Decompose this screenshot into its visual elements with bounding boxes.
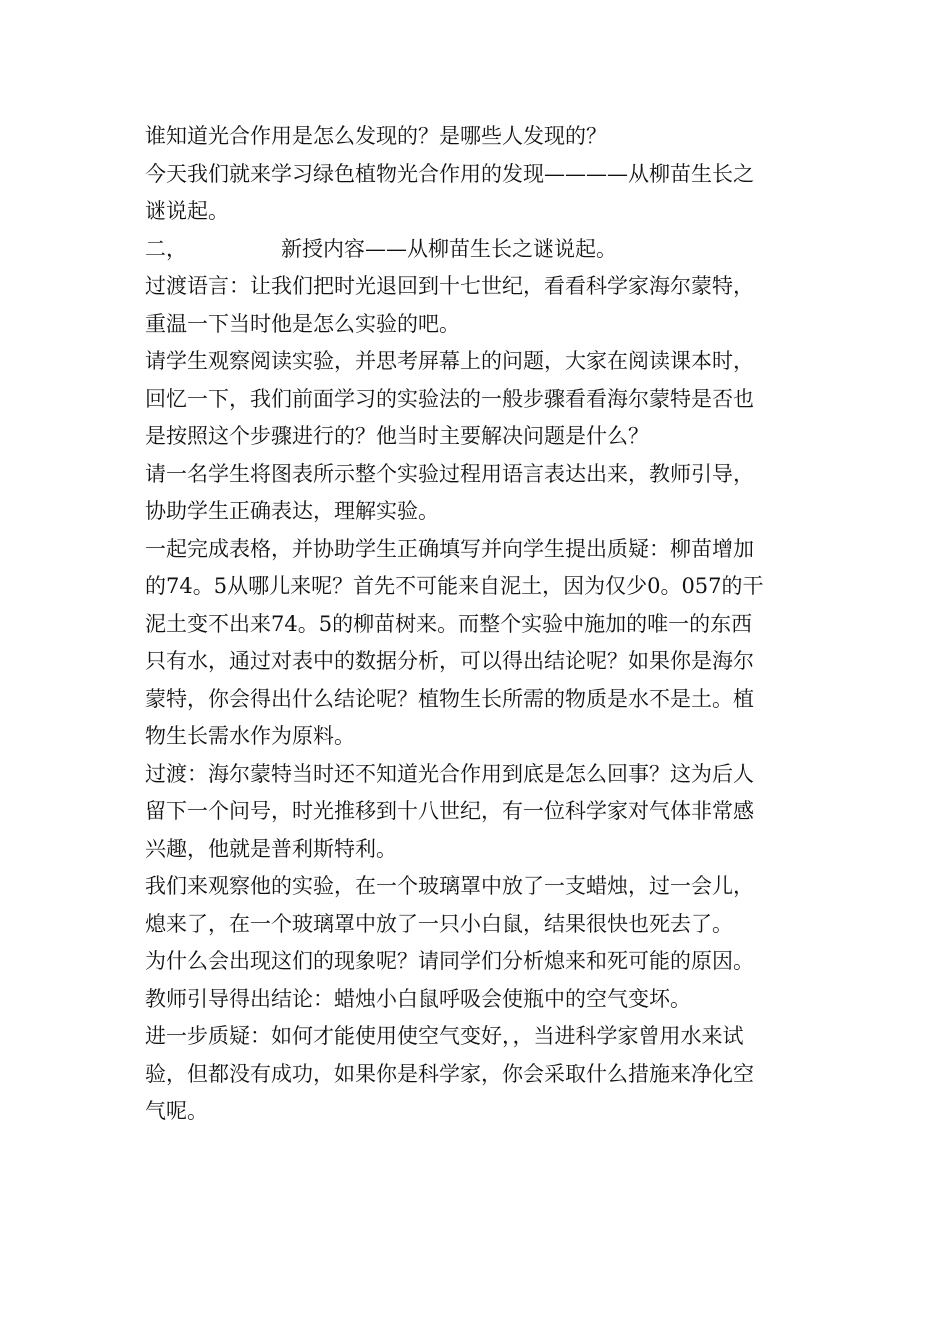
section-heading [145,231,805,269]
text-line: 一起完成表格，并协助学生正确填写并向学生提出质疑：柳苗增加 [145,536,754,561]
section-number: 二， [145,236,187,261]
text-line: 泥土变不出来74。5的柳苗树来。而整个实验中施加的唯一的东西 [145,611,753,636]
text-line: 物生长需水作为原料。 [145,724,355,748]
text-line: 回忆一下，我们前面学习的实验法的一般步骤看看海尔蒙特是否也 [145,386,754,411]
text-line: 协助学生正确表达，理解实验。 [145,499,439,523]
text-line: 过渡语言：让我们把时光退回到十七世纪，看看科学家海尔蒙特， [145,274,754,298]
text-line: 是按照这个步骤进行的？他当时主要解决问题是什么？ [145,424,649,448]
text-line: 进一步质疑：如何才能使用使空气变好，，当进科学家曾用水来试 [145,1024,744,1048]
document-body [145,118,805,1131]
text-line: 请学生观察阅读实验，并思考屏幕上的问题，大家在阅读课本时， [145,349,754,373]
text-line: 的74。5从哪儿来呢？首先不可能来自泥土，因为仅少0。057的干 [145,574,764,598]
text-line: 谜说起。 [145,199,229,223]
text-line: 过渡：海尔蒙特当时还不知道光合作用到底是怎么回事？这为后人 [145,761,754,786]
text-line: 只有水，通过对表中的数据分析，可以得出结论呢？如果你是海尔 [145,649,754,673]
text-line: 兴趣，他就是普利斯特利。 [145,836,397,861]
text-line: 重温一下当时他是怎么实验的吧。 [145,311,460,336]
text-line: 今天我们就来学习绿色植物光合作用的发现————从柳苗生长之 [145,161,754,186]
text-line: 我们来观察他的实验，在一个玻璃罩中放了一支蜡烛，过一会儿， [145,874,754,898]
text-line: 请一名学生将图表所示整个实验过程用语言表达出来，教师引导， [145,461,754,486]
text-line: 蒙特，你会得出什么结论呢？植物生长所需的物质是水不是土。植 [145,686,754,711]
text-line: 留下一个问号，时光推移到十八世纪，有一位科学家对气体非常感 [145,799,754,823]
text-line: 熄来了，在一个玻璃罩中放了一只小白鼠，结果很快也死去了。 [145,911,733,936]
text-line: 验，但都没有成功，如果你是科学家，你会采取什么措施来净化空 [145,1061,754,1086]
text-line: 气呢。 [145,1099,208,1123]
section-title: 新授内容——从柳苗生长之谜说起。 [281,236,617,261]
text-line: 教师引导得出结论：蜡烛小白鼠呼吸会使瓶中的空气变坏。 [145,986,691,1011]
text-line: 为什么会出现这们的现象呢？请同学们分析熄来和死可能的原因。 [145,949,754,973]
text-line: 谁知道光合作用是怎么发现的？是哪些人发现的？ [145,124,607,148]
